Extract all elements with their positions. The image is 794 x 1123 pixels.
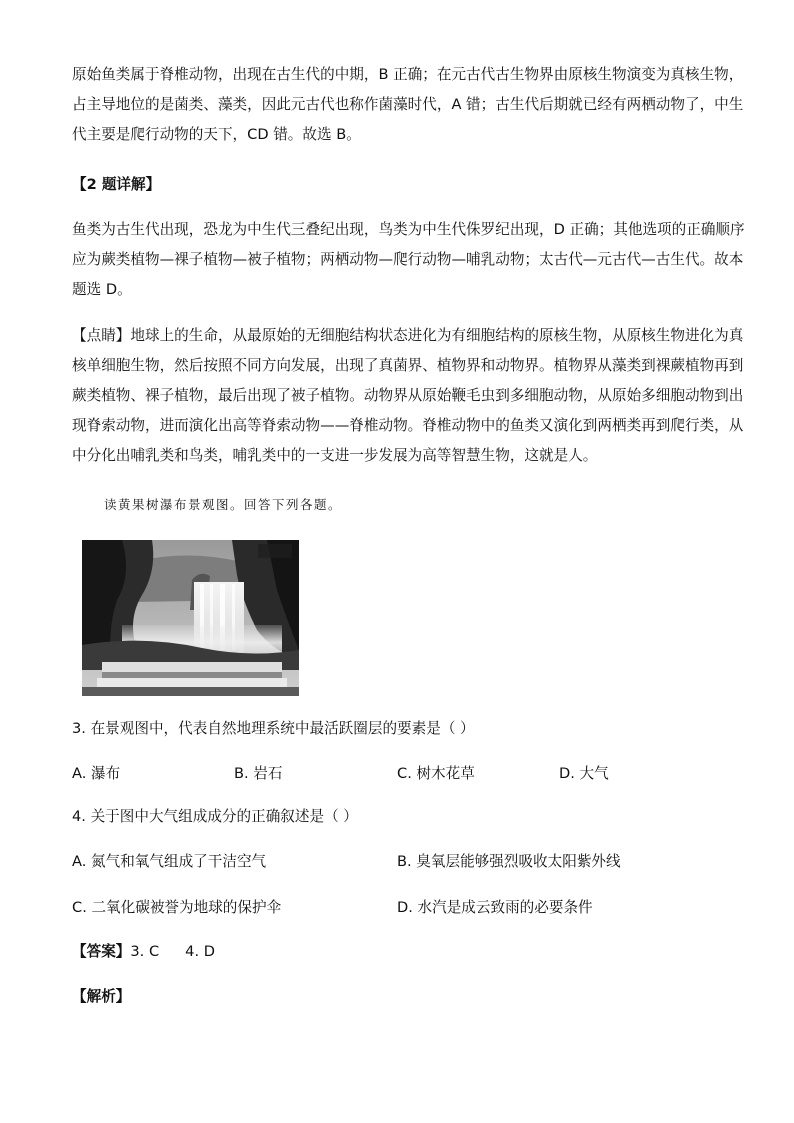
- text-line: 现脊索动物，进而演化出高等脊索动物——脊椎动物。脊椎动物中的鱼类又演化到两栖类再到爬行类，从: [72, 417, 744, 434]
- q3-option-a: A. 瀑布: [72, 765, 121, 782]
- text-line: 代主要是爬行动物的天下，CD 错。故选 B。: [72, 126, 361, 143]
- q3-option-b: B. 岩石: [234, 765, 283, 782]
- text-line: 【点睛】地球上的生命，从最原始的无细胞结构状态进化为有细胞结构的原核生物，从原核生物进化为真: [72, 327, 744, 344]
- q3-option-d: D. 大气: [559, 765, 609, 782]
- answer-line: [72, 937, 215, 967]
- q4-option-a: A. 氮气和氧气组成了干洁空气: [72, 853, 267, 870]
- text-line: 核单细胞生物，然后按照不同方向发展，出现了真菌界、植物界和动物界。植物界从藻类到裸蕨植物再到: [72, 357, 744, 374]
- paragraph-1: [72, 60, 744, 150]
- paragraph-tips: [72, 321, 744, 471]
- q3-option-c: C. 树木花草: [397, 765, 475, 782]
- text-line: 中分化出哺乳类和鸟类，哺乳类中的一支进一步发展为高等智慧生物，这就是人。: [72, 447, 598, 464]
- q4-option-c: C. 二氧化碳被誉为地球的保护伞: [72, 899, 282, 916]
- figure-caption: 读黄果树瀑布景观图。回答下列各题。: [104, 497, 343, 512]
- text-line: 题选 D。: [72, 281, 132, 298]
- text-line: 原始鱼类属于脊椎动物，出现在古生代的中期，B 正确；在元古代古生物界由原核生物演变为真核生物，: [72, 66, 744, 83]
- text-line: 鱼类为古生代出现，恐龙为中生代三叠纪出现，鸟类为中生代侏罗纪出现，D 正确；其他选项的正确顺序: [72, 221, 745, 238]
- answer-q4: 4. D: [185, 943, 215, 960]
- answer-q3: 3. C: [130, 943, 160, 960]
- question-3-stem: 3. 在景观图中，代表自然地理系统中最活跃圈层的要素是（ ）: [72, 720, 475, 737]
- text-line: 蕨类植物、裸子植物，最后出现了被子植物。动物界从原始鞭毛虫到多细胞动物，从原始多细胞动物到出: [72, 387, 744, 404]
- question-4-stem: 4. 关于图中大气组成成分的正确叙述是（ ）: [72, 808, 358, 825]
- section-heading-q2: 【2 题详解】: [72, 176, 161, 193]
- q4-option-d: D. 水汽是成云致雨的必要条件: [397, 899, 593, 916]
- waterfall-photo: [82, 540, 299, 696]
- text-line: 应为蕨类植物—裸子植物—被子植物；两栖动物—爬行动物—哺乳动物；太古代—元古代—古生代。故本: [72, 251, 744, 268]
- text-line: 占主导地位的是菌类、藻类，因此元古代也称作菌藻时代，A 错；古生代后期就已经有两栖动物了，中生: [72, 96, 744, 113]
- q4-option-b: B. 臭氧层能够强烈吸收太阳紫外线: [397, 853, 621, 870]
- analysis-heading: 【解析】: [72, 988, 131, 1005]
- answer-tag: 【答案】: [72, 943, 131, 960]
- paragraph-2: [72, 215, 745, 305]
